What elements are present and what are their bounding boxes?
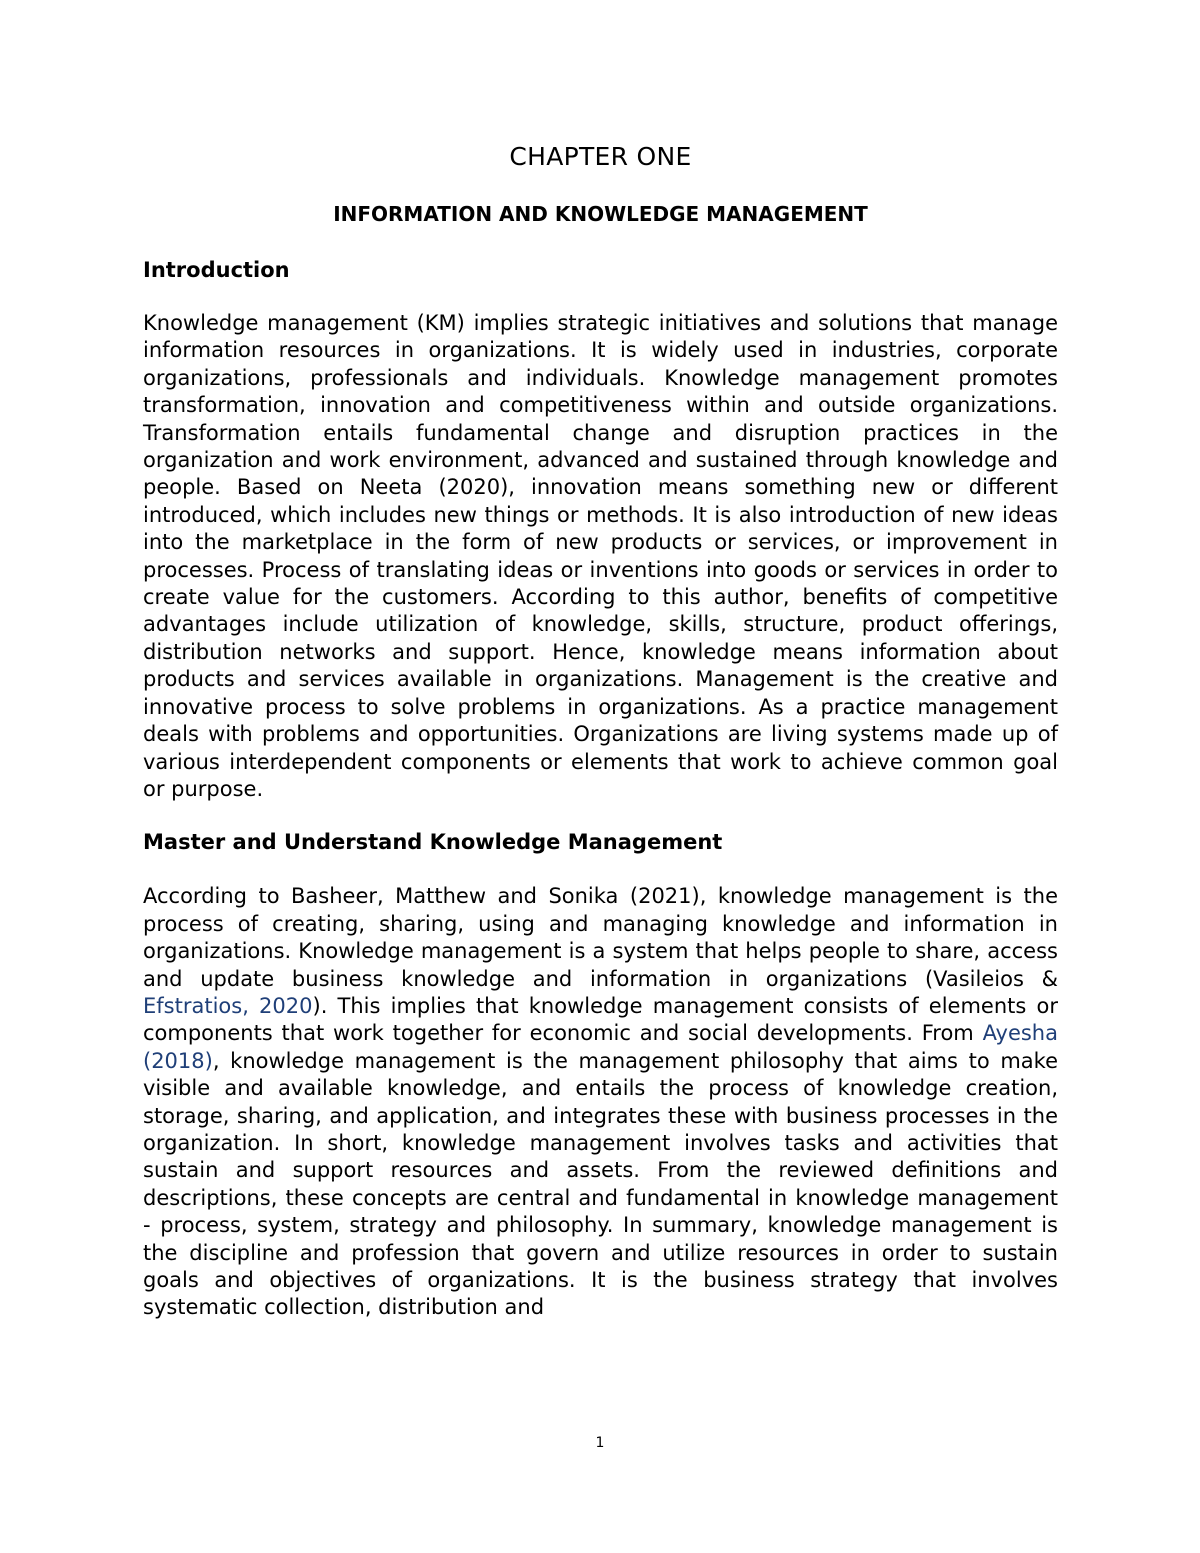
paragraph-introduction: Knowledge management (KM) implies strategic initiatives and solutions that manage information resources in organizations. It is widely used in industries, corporate organizations, professionals and individuals. Knowledge management promotes transformation, innovation and competitiveness within and outside organizations. Transformation entails fundamental change and disruption practices in the organization and work environment, advanced and sustained through knowledge and people. Based on Neeta (2020), innovation means something new or different introduced, which includes new things or methods. It is also introduction of new ideas into the marketplace in the form of new products or services, or improvement in processes. Process of translating ideas or inventions into goods or services in order to create value for the customers. According to this author, benefits of competitive advantages include utilization of knowledge, skills, structure, product offerings, distribution networks and support. Hence, knowledge means information about products and services available in organizations. Management is the creative and innovative process to solve problems in organizations. As a practice management deals with problems and opportunities. Organizations are living systems made up of various interdependent components or elements that work to achieve common goal or purpose.	[143, 311, 1058, 801]
chapter-title: CHAPTER ONE	[509, 142, 692, 171]
paragraph-text: ). This implies that knowledge management consists of elements or components that work together for economic and social developments. From	[143, 993, 1058, 1046]
page-content	[143, 140, 1058, 1322]
paragraph-text: , knowledge management is the management philosophy that aims to make visible and available knowledge, and entails the process of knowledge creation, storage, sharing, and application, and integrates these with business processes in the organization. In short, knowledge management involves tasks and activities that sustain and support resources and assets. From the reviewed definitions and descriptions, these concepts are central and fundamental in knowledge management - process, system, strategy and philosophy. In summary, knowledge management is the discipline and profession that govern and utilize resources in order to sustain goals and objectives of organizations. It is the business strategy that involves systematic collection, distribution and	[143, 1048, 1058, 1320]
citation-ayesha: Ayesha (2018)	[143, 1021, 1058, 1073]
citation-efstratios: Efstratios, 2020	[143, 993, 313, 1018]
section-heading-master-knowledge-management: Master and Understand Knowledge Management	[143, 830, 723, 855]
page-number: 1	[595, 1435, 605, 1451]
paragraph-master-knowledge-management	[143, 883, 1058, 1322]
chapter-subtitle: INFORMATION AND KNOWLEDGE MANAGEMENT	[333, 202, 868, 226]
paragraph-text: According to Basheer, Matthew and Sonika (2021), knowledge management is the process of creating, sharing, using and managing knowledge and information in organizations. Knowledge management is a system that helps people to share, access and update business knowledge and information in organizations (Vasileios &	[143, 884, 1058, 991]
section-heading-introduction: Introduction	[143, 258, 290, 282]
